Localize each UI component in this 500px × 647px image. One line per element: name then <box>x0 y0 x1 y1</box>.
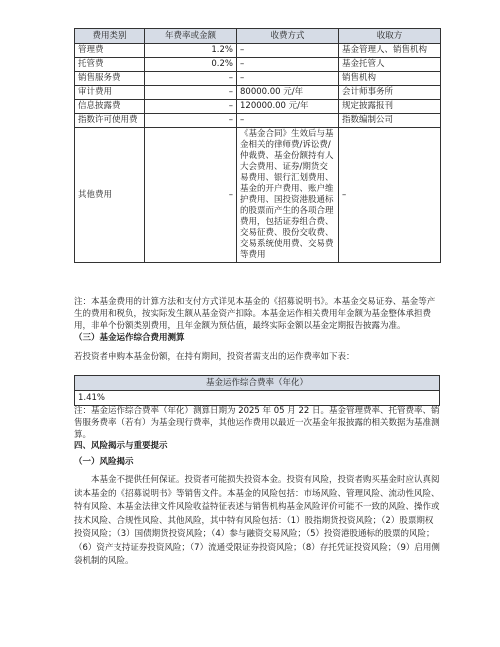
cell-method: 80000.00 元/年 <box>237 86 339 100</box>
section3-title: （三）基金运作综合费用测算 <box>74 333 185 343</box>
cell-recipient: 销售机构 <box>339 72 441 86</box>
cell-recipient: – <box>339 128 441 263</box>
cell-category: 管理费 <box>75 44 145 58</box>
cell-category: 其他费用 <box>75 128 145 263</box>
cell-recipient: 规定披露报刊 <box>339 100 441 114</box>
cell-method: – <box>237 44 339 58</box>
cell-method: 120000.00 元/年 <box>237 100 339 114</box>
header-charge-method: 收费方式 <box>237 29 339 44</box>
cell-rate: 1.2% <box>145 44 237 58</box>
cell-category: 信息披露费 <box>75 100 145 114</box>
table-row <box>75 58 441 72</box>
cell-category: 销售服务费 <box>75 72 145 86</box>
table-row <box>75 114 441 128</box>
table-row <box>75 72 441 86</box>
cell-method: 《基金合同》生效后与基金相关的律师费/诉讼费/仲裁费、基金份额持有人大会费用、证券/期货交易费用、银行汇划费用、基金的开户费用、账户维护费用、国投资港股通标的股票而产生的各项合理费用，包括证券组合费、交易征费、股份交收费、交易系统使用费、交易费等费用 <box>237 128 339 263</box>
cell-rate: – <box>145 114 237 128</box>
cell-recipient: 基金托管人 <box>339 58 441 72</box>
fee-table-header <box>75 29 441 44</box>
cell-method: – <box>237 72 339 86</box>
header-recipient: 收取方 <box>339 29 441 44</box>
table-row <box>75 100 441 114</box>
cell-method: – <box>237 114 339 128</box>
ops-value: 1.41% <box>75 391 440 406</box>
cell-category: 指数许可使用费 <box>75 114 145 128</box>
section4-title: 四、风险揭示与重要提示 <box>74 441 168 451</box>
table-row <box>75 86 441 100</box>
cell-recipient: 会计师事务所 <box>339 86 441 100</box>
cell-recipient: 基金管理人、销售机构 <box>339 44 441 58</box>
risk-paragraph: 本基金不提供任何保证。投资者可能损失投资本金。投资有风险，投资者购买基金时应认真阅读本基金的《招募说明书》等销售文件。本基金的风险包括：市场风险、管理风险、流动性风险、特有风险、本基金法律文件风险收益特征表述与销售机构基金风险评价可能不一致的风险、操作或技术风险、合规性风险、其他风险，其中特有风险包括：（1）股指期货投资风险；（2）股票期权投资风险；（3）国债期货投资风险；（4）参与融资交易风险；（5）投资港股通标的股票的风险；（6）资产支持证券投资风险；（7）流通受限证券投资风险；（8）存托凭证投资风险；（9）启用侧袋机制的风险。 <box>74 475 440 566</box>
cell-rate: – <box>145 72 237 86</box>
operating-fee-table <box>74 375 440 406</box>
header-fee-category: 费用类别 <box>75 29 145 44</box>
header-annual-rate: 年费率或金额 <box>145 29 237 44</box>
cell-category: 审计费用 <box>75 86 145 100</box>
section4-subtitle: （一）风险揭示 <box>74 457 134 467</box>
fee-note: 注：本基金费用的计算方法和支付方式详见本基金的《招募说明书》。本基金交易证券、基金等产生的费用和税负，按实际发生额从基金资产扣除。本基金运作相关费用年金额为基金整体承担费用，非单个份额类别费用，且年金额为预估值，最终实际金额以基金定期报告披露为准。 <box>74 297 436 331</box>
cell-rate: 0.2% <box>145 58 237 72</box>
cell-recipient: 指数编制公司 <box>339 114 441 128</box>
cell-rate: – <box>145 128 237 263</box>
cell-category: 托管费 <box>75 58 145 72</box>
table-row <box>75 44 441 58</box>
fee-table <box>74 28 441 263</box>
ops-note: 注：基金运作综合费率（年化）测算日期为 2025 年 05 月 22 日。基金管理费率、托管费率、销售服务费率（若有）为基金现行费率，其他运作费用以最近一次基金年报披露的相关数据为基准测算。 <box>74 406 440 440</box>
section3-text: 若投资者申购本基金份额，在持有期间，投资者需支出的运作费率如下表： <box>74 352 355 362</box>
cell-rate: – <box>145 100 237 114</box>
ops-header: 基金运作综合费率（年化） <box>75 376 440 391</box>
table-row <box>75 128 441 263</box>
cell-rate: – <box>145 86 237 100</box>
cell-method: – <box>237 58 339 72</box>
